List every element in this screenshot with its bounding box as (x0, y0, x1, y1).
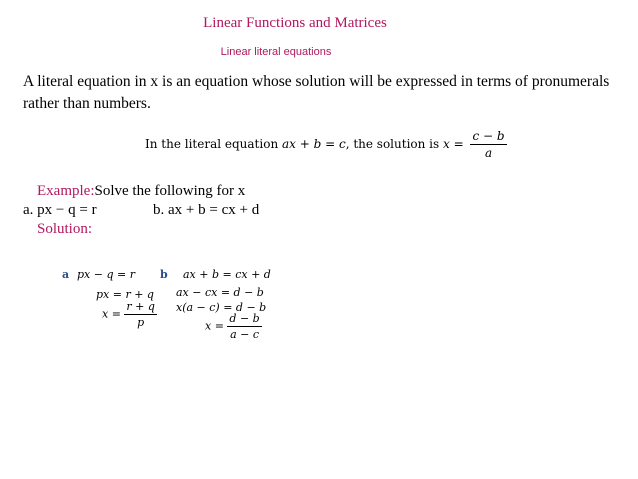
solution-b-result (205, 312, 262, 341)
statement-prefix: In the literal equation (145, 137, 282, 151)
solution-a-numerator: r + q (126, 300, 155, 313)
solution-b-numerator: d − b (229, 312, 260, 325)
page-subtitle: Linear literal equations (220, 46, 332, 58)
example-part-b: b. ax + b = cx + d (153, 202, 260, 218)
example-part-a: a. px − q = r (23, 202, 97, 218)
statement-denominator: a (484, 146, 493, 160)
solution-b-denominator: a − c (230, 328, 260, 341)
statement-numerator: c − b (472, 129, 505, 143)
page-title: Linear Functions and Matrices (203, 15, 387, 31)
solution-b-x-eq: x = (205, 319, 224, 333)
solution-b-line3: x(a − c) = d − b (176, 301, 267, 314)
statement-fraction (470, 129, 506, 160)
solution-a-denominator: p (137, 316, 145, 329)
solution-b-fraction (227, 312, 261, 341)
solution-b-line1: ax + b = cx + d (183, 268, 271, 281)
example-line (37, 183, 245, 200)
solution-a-result (102, 300, 157, 329)
solution-a-x-eq: x = (102, 307, 121, 321)
literal-equation-statement (145, 129, 507, 160)
statement-x-eq: x = (443, 137, 464, 151)
statement-equation: ax + b = c (282, 137, 346, 151)
solution-a-line1: px − q = r (77, 268, 135, 281)
example-label: Example: (37, 183, 95, 199)
example-instruction: Solve the following for x (94, 183, 246, 199)
solution-a-label: a (62, 268, 70, 281)
example-parts (23, 202, 260, 219)
solution-label: Solution: (37, 221, 93, 237)
solution-a-line2: px = r + q (96, 288, 154, 301)
solution-b-label: b (160, 268, 168, 281)
solution-a-fraction (124, 300, 157, 329)
intro-paragraph: A literal equation in x is an equation whose solution will be expressed in terms of pronumerals rather than numbers. (23, 73, 610, 112)
statement-middle: , the solution is (345, 137, 443, 151)
solution-b-line2: ax − cx = d − b (176, 286, 264, 299)
